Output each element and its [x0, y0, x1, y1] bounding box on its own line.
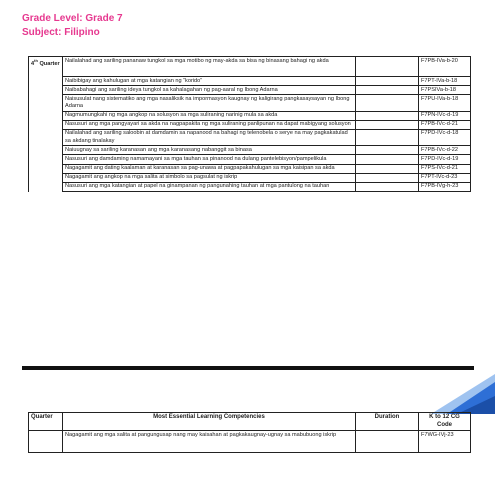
- duration-cell: [356, 57, 419, 77]
- quarter-label: [29, 57, 63, 77]
- duration-cell: [356, 155, 419, 164]
- competency-cell: Nasusuri ang damdaming namamayani sa mga tauhan sa pinanood na dulang pantelebisyon/pampelikula: [63, 155, 356, 164]
- duration-cell: [356, 95, 419, 111]
- quarter-cell-empty: [29, 86, 63, 95]
- table-row: [29, 120, 471, 129]
- page-separator: [22, 366, 474, 370]
- duration-cell: [356, 86, 419, 95]
- duration-cell: [356, 182, 419, 191]
- code-cell: F7PU-IVa-b-18: [419, 95, 471, 111]
- header-competencies: Most Essential Learning Competencies: [63, 413, 356, 431]
- quarter-cell-empty: [29, 431, 63, 453]
- code-cell: F7PS-IVc-d-21: [419, 164, 471, 173]
- code-cell: F7PB-IVc-d-22: [419, 146, 471, 155]
- competency-cell: Nagagamit ang angkop na mga salita at simbolo sa pagsulat ng iskrip: [63, 173, 356, 182]
- competency-cell: Naibabahagi ang sariling ideya tungkol sa kahalagahan ng pag-aaral ng Ibong Adarna: [63, 86, 356, 95]
- quarter-cell-empty: [29, 182, 63, 191]
- table-header-row: [29, 413, 471, 431]
- code-cell: F7PB-IVc-d-21: [419, 120, 471, 129]
- duration-cell: [356, 77, 419, 86]
- duration-cell: [356, 173, 419, 182]
- code-cell: F7PT-IVc-d-23: [419, 173, 471, 182]
- code-cell: F7PB-IVg-h-23: [419, 182, 471, 191]
- corner-decoration: [395, 374, 495, 414]
- quarter-suffix: th: [34, 57, 38, 63]
- header-duration: Duration: [356, 413, 419, 431]
- quarter-cell-empty: [29, 77, 63, 86]
- competency-cell: Nailalahad ang sariling pananaw tungkol sa mga motibo ng may-akda sa bisa ng binasang bahagi ng akda: [63, 57, 356, 77]
- quarter-cell-empty: [29, 173, 63, 182]
- header-code: K to 12 CG Code: [419, 413, 471, 431]
- table-row: [29, 155, 471, 164]
- competency-cell: Nagmumungkahi ng mga angkop na solusyon sa mga suliraning narinig mula sa akda: [63, 111, 356, 120]
- quarter-cell-empty: [29, 111, 63, 120]
- duration-cell: [356, 164, 419, 173]
- grade-level-heading: Grade Level: Grade 7: [22, 13, 123, 24]
- quarter-cell-empty: [29, 146, 63, 155]
- duration-cell: [356, 111, 419, 120]
- duration-cell: [356, 120, 419, 129]
- table-row: [29, 77, 471, 86]
- table-row: [29, 57, 471, 77]
- competency-cell: Nailalahad ang sariling saloobin at damdamin sa napanood na bahagi ng telenobela o serye na may pagkakatulad sa akdang tinalakay: [63, 129, 356, 145]
- code-cell: F7PSIVa-b-18: [419, 86, 471, 95]
- code-cell: F7PT-IVa-b-18: [419, 77, 471, 86]
- table-row: [29, 182, 471, 191]
- table-row: [29, 146, 471, 155]
- quarter-cell-empty: [29, 120, 63, 129]
- code-cell: F7PN-IVc-d-19: [419, 111, 471, 120]
- competency-table-page2-body: [29, 431, 471, 453]
- competency-cell: Naisusulat nang sistematiko ang mga nasaliksik na impormasyon kaugnay ng kaligirang pangkasaysayan ng Ibong Adarna: [63, 95, 356, 111]
- duration-cell: [356, 431, 419, 453]
- quarter-cell-empty: [29, 95, 63, 111]
- competency-table: [28, 56, 471, 192]
- competency-cell: Naibibigay ang kahulugan at mga katangian ng “korido”: [63, 77, 356, 86]
- code-cell: F7PD-IVc-d-18: [419, 129, 471, 145]
- code-cell: F7WG-IVj-23: [419, 431, 471, 453]
- table-row: [29, 431, 471, 453]
- competency-cell: Nagagamit ang dating kaalaman at karanasan sa pag-unawa at pagpapakahulugan sa mga kaisipan sa akda: [63, 164, 356, 173]
- table-row: [29, 129, 471, 145]
- table-row: [29, 95, 471, 111]
- competency-table-page2: [28, 412, 471, 453]
- quarter-cell-empty: [29, 164, 63, 173]
- quarter-cell-empty: [29, 129, 63, 145]
- quarter-cell-empty: [29, 155, 63, 164]
- code-cell: F7PD-IVc-d-19: [419, 155, 471, 164]
- table-row: [29, 86, 471, 95]
- table-row: [29, 111, 471, 120]
- quarter-number: 4: [31, 60, 35, 67]
- duration-cell: [356, 129, 419, 145]
- quarter-word: Quarter: [37, 60, 60, 67]
- competency-cell: Nagagamit ang mga salita at pangungusap nang may kaisahan at pagkakaugnay-ugnay sa mabubuong iskrip: [63, 431, 356, 453]
- code-cell: F7PB-IVa-b-20: [419, 57, 471, 77]
- competency-table-body: [29, 57, 471, 192]
- competency-cell: Nasusuri ang mga pangyayari sa akda na nagpapakita ng mga suliraning panlipunan na dapat mabigyang solusyon: [63, 120, 356, 129]
- competency-cell: Nasusuri ang mga katangian at papel na ginampanan ng pangunahing tauhan at mga pantulong na tauhan: [63, 182, 356, 191]
- competency-cell: Naiuugnay sa sariling karanasan ang mga karanasang nabanggit sa binasa: [63, 146, 356, 155]
- table-row: [29, 173, 471, 182]
- subject-heading: Subject: Filipino: [22, 27, 100, 38]
- header-quarter: Quarter: [29, 413, 63, 431]
- table-row: [29, 164, 471, 173]
- duration-cell: [356, 146, 419, 155]
